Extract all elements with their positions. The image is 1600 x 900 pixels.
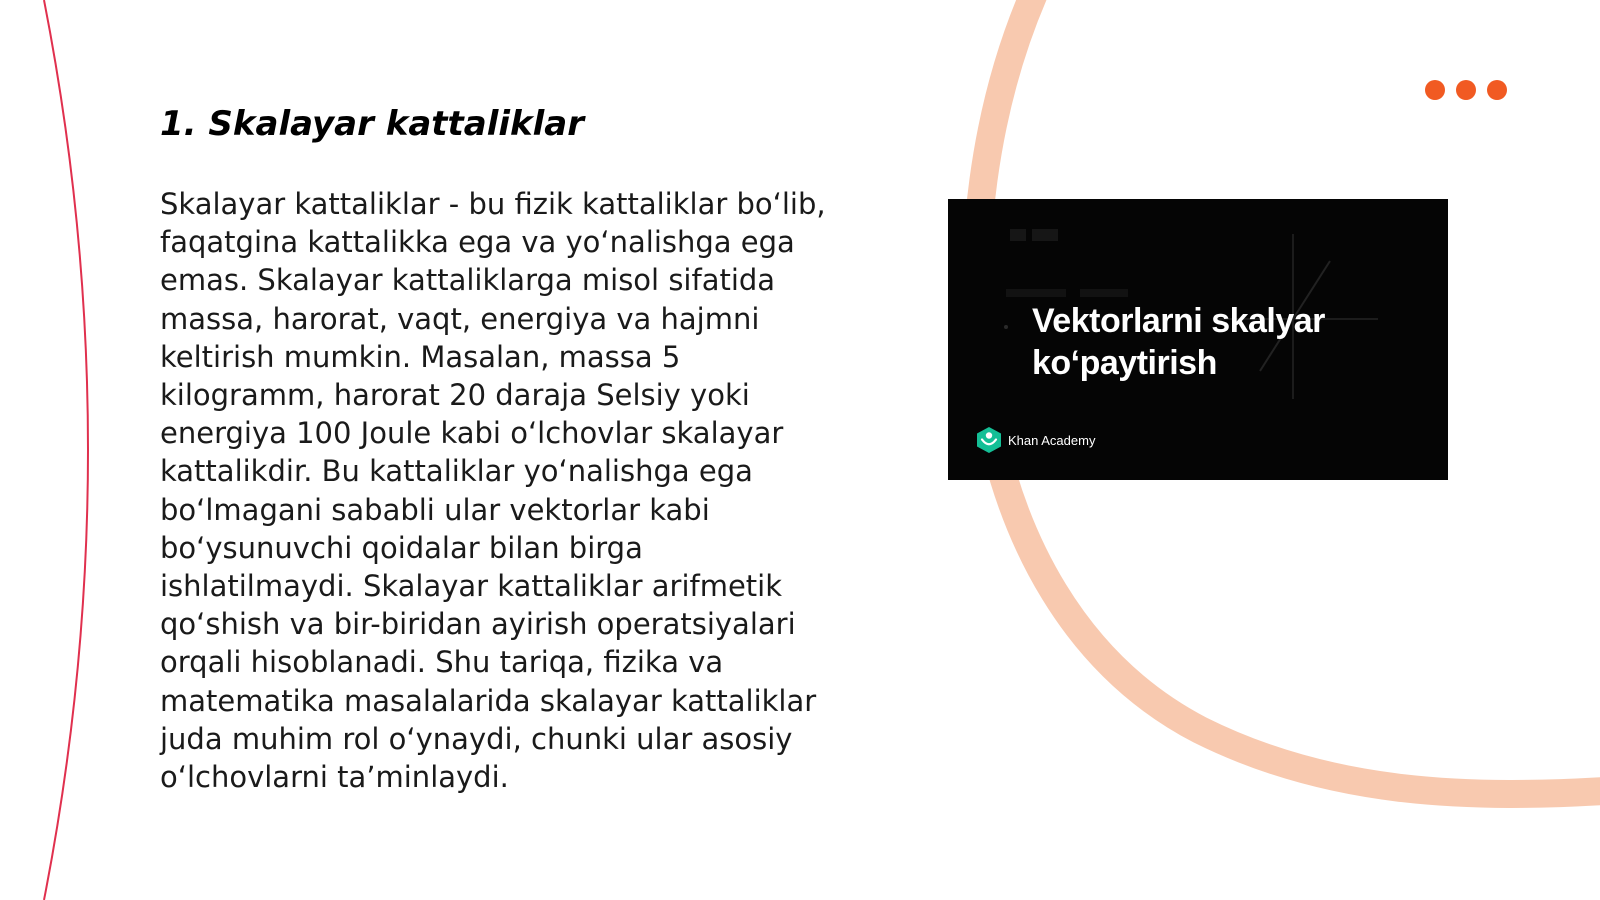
dot-3 [1487,80,1507,100]
video-title [1032,300,1325,384]
paragraph-line: bo‘ysunuvchi qoidalar bilan birga [160,530,643,565]
dot-1 [1425,80,1445,100]
paragraph-line: matematika masalalarida skalayar kattaliklar [160,683,817,718]
paragraph-line: juda muhim rol o‘ynaydi, chunki ular asosiy [160,721,793,756]
paragraph-line: massa, harorat, vaqt, energiya va hajmni [160,301,760,336]
embedded-video-thumbnail[interactable] [948,199,1448,480]
paragraph-line: kilogramm, harorat 20 daraja Selsiy yoki [160,378,750,413]
slide-paragraph [160,185,860,796]
khan-academy-logo-icon [976,426,1002,454]
paragraph-line: qo‘shish va bir-biridan ayirish operatsiyalari [160,607,796,642]
slide-title: 1. Skalayar kattaliklar [160,104,585,144]
paragraph-line: ishlatilmaydi. Skalayar kattaliklar arifmetik [160,569,783,604]
left-accent-curve [44,0,88,900]
brand-name: Khan Academy [1008,432,1096,448]
dot-2 [1456,80,1476,100]
paragraph-line: keltirish mumkin. Masalan, massa 5 [160,339,681,374]
paragraph-line: o‘lchovlarni ta’minlaydi. [160,760,509,795]
paragraph-line: bo‘lmagani sababli ular vektorlar kabi [160,492,710,527]
video-title-line-2: ko‘paytirish [1032,344,1217,382]
paragraph-line: faqatgina kattalikka ega va yo‘nalishga ega [160,225,795,260]
decorative-dots [1425,80,1507,100]
khan-academy-logo [976,426,1095,454]
paragraph-line: orqali hisoblanadi. Shu tariqa, fizika va [160,645,724,680]
paragraph-line: kattalikdir. Bu kattaliklar yo‘nalishga ega [160,454,753,489]
paragraph-line: Skalayar kattaliklar - bu fizik kattaliklar bo‘lib, [160,187,826,221]
video-title-line-1: Vektorlarni skalyar [1032,302,1325,340]
paragraph-line: energiya 100 Joule kabi o‘lchovlar skalayar [160,416,784,451]
paragraph-line: emas. Skalayar kattaliklarga misol sifatida [160,263,776,298]
